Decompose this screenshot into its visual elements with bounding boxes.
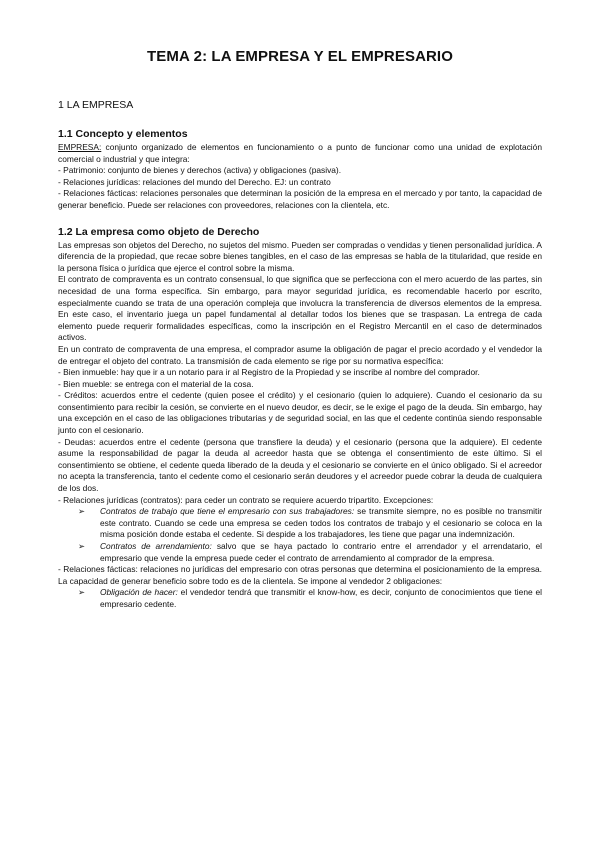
bullet-label: Contratos de trabajo que tiene el empresario con sus trabajadores: [100,506,355,517]
list-item: - Relaciones jurídicas (contratos): para ceder un contrato se requiere acuerdo tripartito. Excepciones: [58,494,434,505]
subsection-heading-1-1: 1.1 Concepto y elementos [58,128,188,140]
list-item: - Relaciones fácticas: relaciones no jurídicas del empresario con otras personas que determina el posicionamiento de la empresa. La capacidad de generar beneficio sobre todo es de la clientela. Se impone al vendedor 2 obligaciones: [58,564,542,586]
list-item: - Patrimonio: conjunto de bienes y derechos (activa) y obligaciones (pasiva). [58,165,342,176]
list-item: - Relaciones fácticas: relaciones personales que determinan la posición de la empresa en el mercado y por tanto, la capacidad de generar beneficio. Puede ser relaciones con proveedores, relaciones con la clientela, etc. [58,188,542,210]
bullet-text: el vendedor tendrá que transmitir el know-how, es decir, conjunto de conocimientos que tiene el empresario cedente. [100,587,542,609]
arrow-bullet-icon: ➢ [78,587,86,598]
paragraph: Las empresas son objetos del Derecho, no sujetos del mismo. Pueden ser compradas o vendidas y tienen personalidad jurídica. A diferencia de la propiedad, que recae sobre bienes tangibles, en el caso de las empresas se habla de la titularidad, que reside en la persona física o jurídica que ejerce el control sobre la misma. [58,239,542,273]
paragraph: El contrato de compraventa es un contrato consensual, lo que significa que se perfecciona con el mero acuerdo de las partes, sin necesidad de una forma específica. Sin embargo, para mayor seguridad jurídica, es recomendable hacerlo por escrito, especialmente cuando se trata de una operación compleja que involucra la transferencia de diversos elementos de la empresa. En este caso, el inventario juega un papel fundamental al detallar todos los bienes que se traspasan. La entrega de cada elemento puede requerir formalidades específicas, como la inscripción en el Registro Mercantil en el caso de determinados activos. [58,274,542,343]
bullet-text: se transmite siempre, no es posible no transmitir este contrato. Cuando se cede una empresa se ceden todos los contratos de trabajo y el cesionario se coloca en la misma posición donde estaba el cedente. Si despide a los trabajadores, les tiene que pagar una indemnización. [100,506,542,540]
list-item: - Deudas: acuerdos entre el cedente (persona que transfiere la deuda) y el cesionario (persona que la adquiere). El cedente asume la responsabilidad de pagar la deuda al acreedor hasta que se obtenga el consentimiento de este último. Si el consentimiento se obtiene, el cedente queda liberado de la deuda y el cesionario se convierte en el único obligado. Si el acreedor no acepta la transferencia, tanto el cedente como el cesionario serán deudores y el acreedor puede cobrar la deuda de cualquiera de los dos. [58,436,542,494]
arrow-bullet-icon: ➢ [78,541,86,551]
arrow-bullet-item [58,587,542,610]
list-item: - Relaciones jurídicas: relaciones del mundo del Derecho. EJ: un contrato [58,176,331,187]
arrow-bullet-item [58,541,542,564]
definition-paragraph [58,142,542,165]
definition-term: EMPRESA: [58,142,102,152]
page-title: TEMA 2: LA EMPRESA Y EL EMPRESARIO [147,48,453,65]
bullet-text: salvo que se haya pactado lo contrario entre el arrendador y el arrendatario, el empresario que vende la empresa puede ceder el contrato de arrendamiento al comprador de la empresa. [100,541,542,563]
arrow-bullet-icon: ➢ [78,506,86,517]
list-item: - Créditos: acuerdos entre el cedente (quien posee el crédito) y el cesionario (quien lo adquiere). Cuando el cesionario da su consentimiento para recibir la cesión, se convierte en el nuevo deudor, es decir, se le exige el pago de la deuda. Sin embargo, hay una excepción en el caso de las obligaciones tributarias y de seguridad social, en las que el cedente continúa siendo responsable junto con el cesionario. [58,390,542,436]
definition-text: conjunto organizado de elementos en funcionamiento o a punto de funcionar como una unidad de explotación comercial o industrial y que integra: [58,142,542,164]
list-item: - Bien mueble: se entrega con el material de la cosa. [58,378,254,389]
paragraph: En un contrato de compraventa de una empresa, el comprador asume la obligación de pagar el precio acordado y el vendedor la de entregar el objeto del contrato. La transmisión de cada elemento se rige por su normativa específica: [58,343,542,366]
bullet-label: Contratos de arrendamiento: [100,541,212,551]
subsection-heading-1-2: 1.2 La empresa como objeto de Derecho [58,225,260,238]
arrow-bullet-item [58,506,542,541]
section-heading-1: 1 LA EMPRESA [58,99,134,111]
bullet-label: Obligación de hacer: [100,587,178,598]
list-item: - Bien inmueble: hay que ir a un notario para ir al Registro de la Propiedad y se inscribe al nombre del comprador. [58,367,480,378]
